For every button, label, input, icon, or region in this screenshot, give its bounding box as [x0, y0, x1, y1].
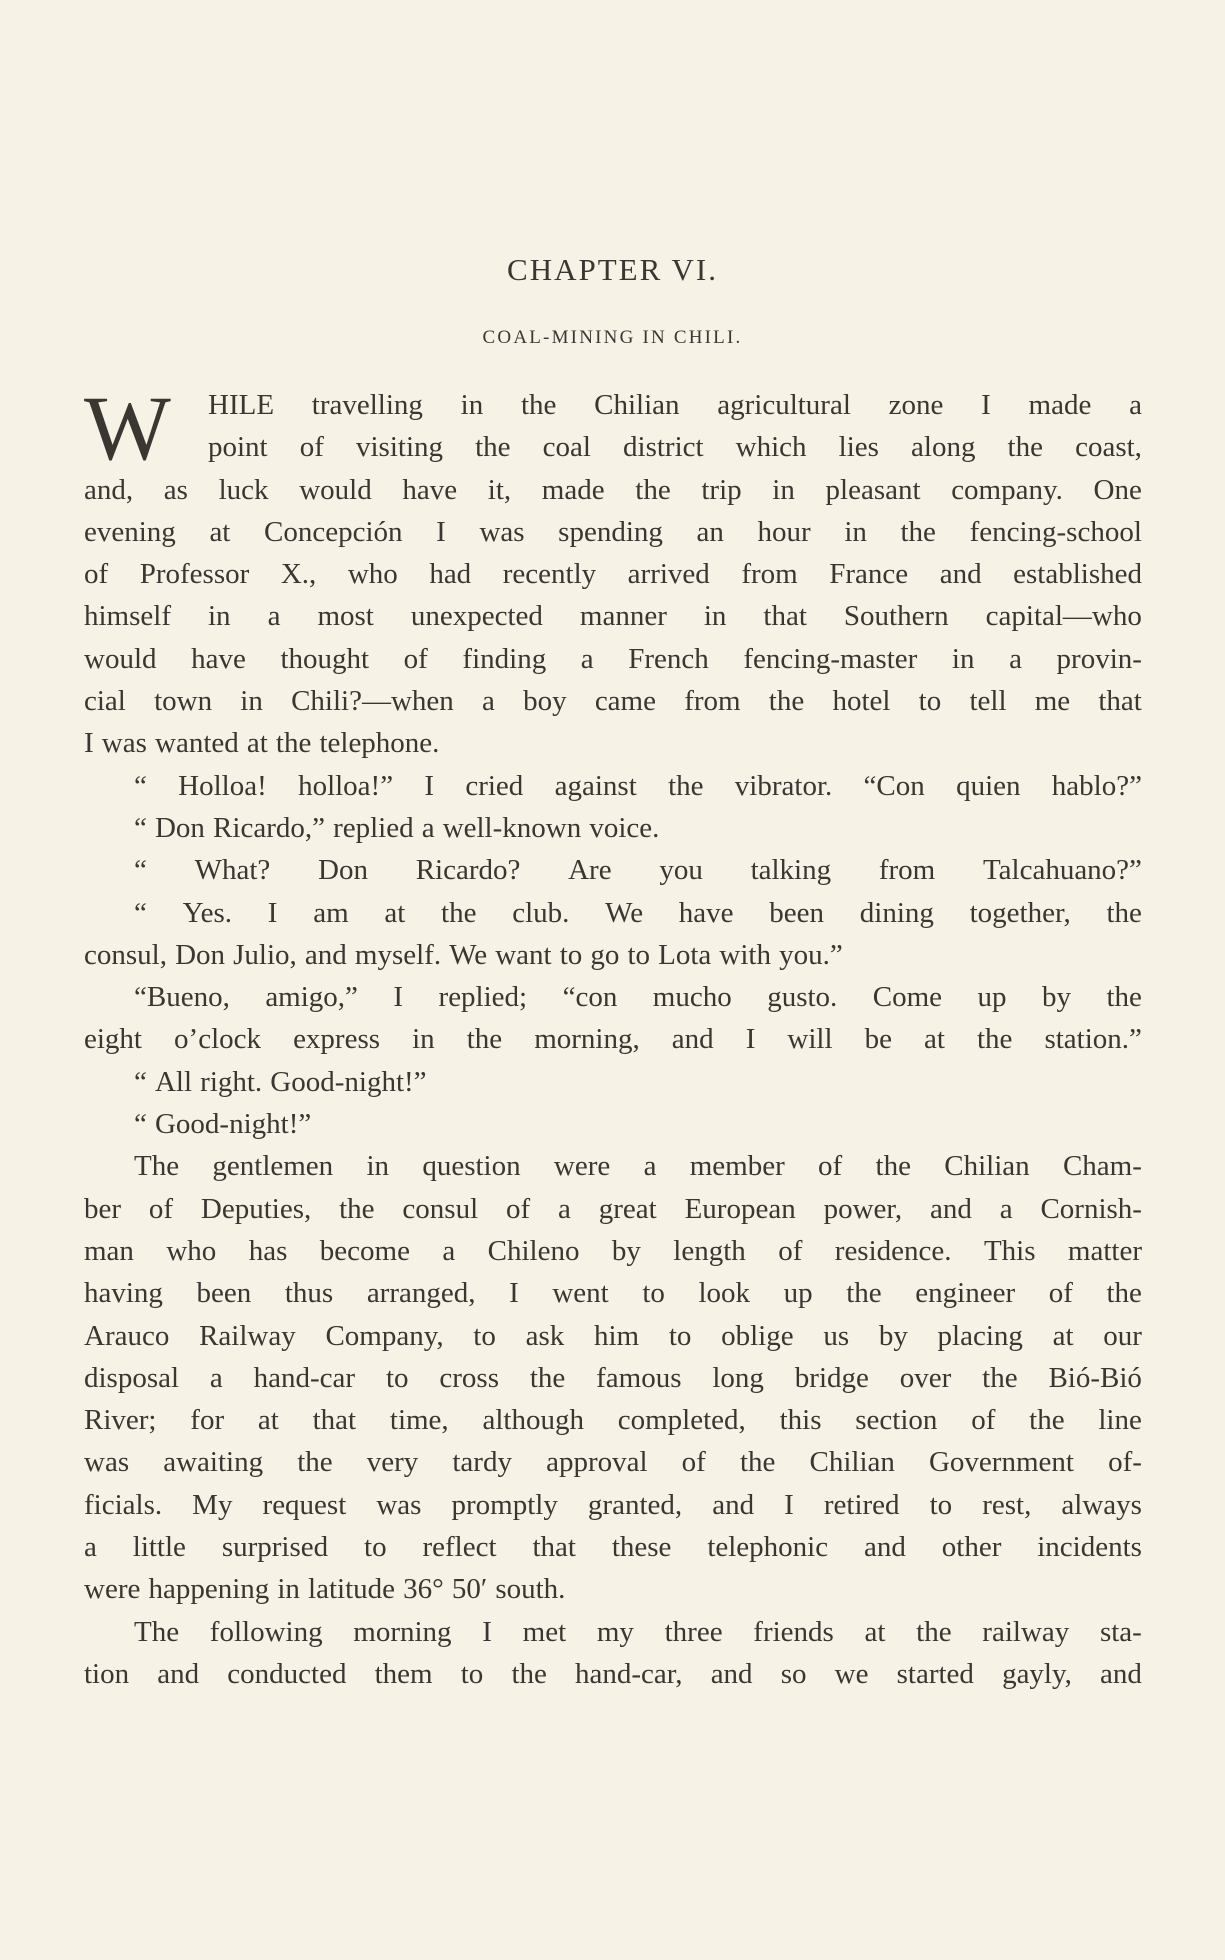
text-line: “ Yes. I am at the club. We have been dining together, the: [134, 896, 1142, 929]
text-line: I was wanted at the telephone.: [84, 727, 440, 760]
text-line: “ Good-night!”: [134, 1108, 312, 1141]
text-line: “ All right. Good-night!”: [134, 1065, 427, 1098]
text-line: “ What? Don Ricardo? Are you talking from Talcahuano?”: [134, 854, 1142, 887]
text-line: man who has become a Chileno by length of residence. This matter: [84, 1234, 1142, 1267]
text-line: “ Holloa! holloa!” I cried against the vibrator. “Con quien hablo?”: [134, 769, 1142, 802]
text-line: The following morning I met my three friends at the railway sta-: [134, 1615, 1142, 1648]
chapter-body: [84, 377, 1142, 1695]
text-line: having been thus arranged, I went to look up the engineer of the: [84, 1277, 1142, 1310]
text-line: of Professor X., who had recently arrived from France and established: [84, 558, 1142, 591]
text-line: eight o’clock express in the morning, and I will be at the station.”: [84, 1023, 1142, 1056]
drop-cap: W: [84, 377, 171, 479]
text-line: “Bueno, amigo,” I replied; “con mucho gusto. Come up by the: [134, 981, 1142, 1014]
text-line: consul, Don Julio, and myself. We want to go to Lota with you.”: [84, 938, 843, 971]
text-line: ber of Deputies, the consul of a great European power, and a Cornish-: [84, 1192, 1142, 1225]
text-line: were happening in latitude 36° 50′ south.: [84, 1573, 566, 1606]
text-line: HILE travelling in the Chilian agricultural zone I made a: [208, 389, 1142, 421]
text-line: Arauco Railway Company, to ask him to oblige us by placing at our: [84, 1319, 1142, 1352]
text-line: and, as luck would have it, made the trip in pleasant company. One: [84, 473, 1142, 506]
text-line: River; for at that time, although completed, this section of the line: [84, 1404, 1142, 1437]
chapter-subtitle: COAL-MINING IN CHILI.: [482, 327, 743, 348]
text-line: tion and conducted them to the hand-car, and so we started gayly, and: [84, 1657, 1142, 1690]
text-line: was awaiting the very tardy approval of the Chilian Government of-: [84, 1446, 1142, 1479]
chapter-title: CHAPTER VI.: [507, 252, 718, 287]
text-line: disposal a hand-car to cross the famous long bridge over the Bió-Bió: [84, 1361, 1142, 1394]
text-line: evening at Concepción I was spending an hour in the fencing-school: [84, 515, 1142, 548]
text-line: point of visiting the coal district which lies along the coast,: [208, 431, 1142, 464]
text-line: The gentlemen in question were a member of the Chilian Cham-: [134, 1150, 1142, 1183]
text-line: a little surprised to reflect that these telephonic and other incidents: [84, 1531, 1142, 1564]
text-line: cial town in Chili?—when a boy came from the hotel to tell me that: [84, 685, 1142, 718]
text-line: himself in a most unexpected manner in that Southern capital—who: [84, 600, 1142, 633]
text-line: would have thought of finding a French fencing-master in a provin-: [84, 642, 1142, 675]
text-line: ficials. My request was promptly granted, and I retired to rest, always: [84, 1488, 1142, 1521]
text-line: “ Don Ricardo,” replied a well-known voice.: [134, 811, 660, 844]
